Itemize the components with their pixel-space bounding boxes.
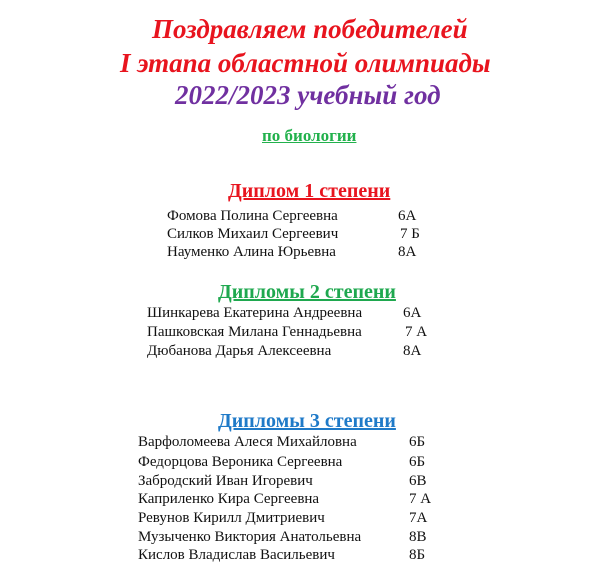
- list-item: [147, 303, 437, 323]
- list-item: [138, 471, 438, 491]
- list-item: [138, 432, 438, 452]
- student-class: 8А: [398, 244, 417, 260]
- student-name: Забродский Иван Игоревич: [138, 473, 313, 489]
- student-class: 6А: [398, 208, 417, 224]
- list-item: [138, 508, 438, 528]
- student-name: Музыченко Виктория Анатольевна: [138, 529, 362, 545]
- student-name: Ревунов Кирилл Дмитриевич: [138, 510, 325, 526]
- student-class: 8А: [403, 343, 422, 359]
- student-class: 7 А: [405, 324, 428, 340]
- section-heading-2: Дипломы 2 степени: [218, 281, 396, 303]
- student-name: Пашковская Милана Геннадьевна: [147, 324, 362, 340]
- student-name: Силков Михаил Сергеевич: [167, 226, 339, 242]
- student-class: 6В: [409, 473, 427, 489]
- student-name: Науменко Алина Юрьевна: [167, 244, 336, 260]
- section-heading-3: Дипломы 3 степени: [218, 410, 396, 432]
- student-class: 8В: [409, 529, 427, 545]
- list-item: [138, 489, 438, 509]
- student-name: Кислов Владислав Васильевич: [138, 547, 335, 563]
- student-class: 6Б: [409, 434, 426, 450]
- list-item: [167, 224, 427, 244]
- student-class: 8Б: [409, 547, 426, 563]
- student-class: 6А: [403, 305, 422, 321]
- student-class: 6Б: [409, 454, 426, 470]
- student-class: 7 Б: [400, 226, 420, 242]
- student-name: Федорцова Вероника Сергеевна: [138, 454, 343, 470]
- student-name: Шинкарева Екатерина Андреевна: [147, 305, 363, 321]
- student-class: 7 А: [409, 491, 432, 507]
- section-heading-1: Диплом 1 степени: [228, 180, 391, 202]
- list-item: [138, 452, 438, 472]
- list-item: [167, 242, 427, 262]
- list-item: [138, 545, 438, 565]
- student-name: Фомова Полина Сергеевна: [167, 208, 338, 224]
- subject-label: по биологии: [262, 126, 357, 145]
- student-name: Каприленко Кира Сергеевна: [138, 491, 320, 507]
- student-name: Варфоломеева Алеся Михайловна: [138, 434, 357, 450]
- student-name: Дюбанова Дарья Алексеевна: [147, 343, 332, 359]
- list-item: [147, 322, 437, 342]
- list-item: [138, 527, 438, 547]
- student-class: 7А: [409, 510, 428, 526]
- list-item: [147, 341, 437, 361]
- header-line-3: 2022/2023 учебный год: [175, 80, 441, 110]
- header-line-2: I этапа областной олимпиады: [120, 48, 491, 78]
- list-item: [167, 206, 427, 226]
- header-line-1: Поздравляем победителей: [152, 14, 468, 44]
